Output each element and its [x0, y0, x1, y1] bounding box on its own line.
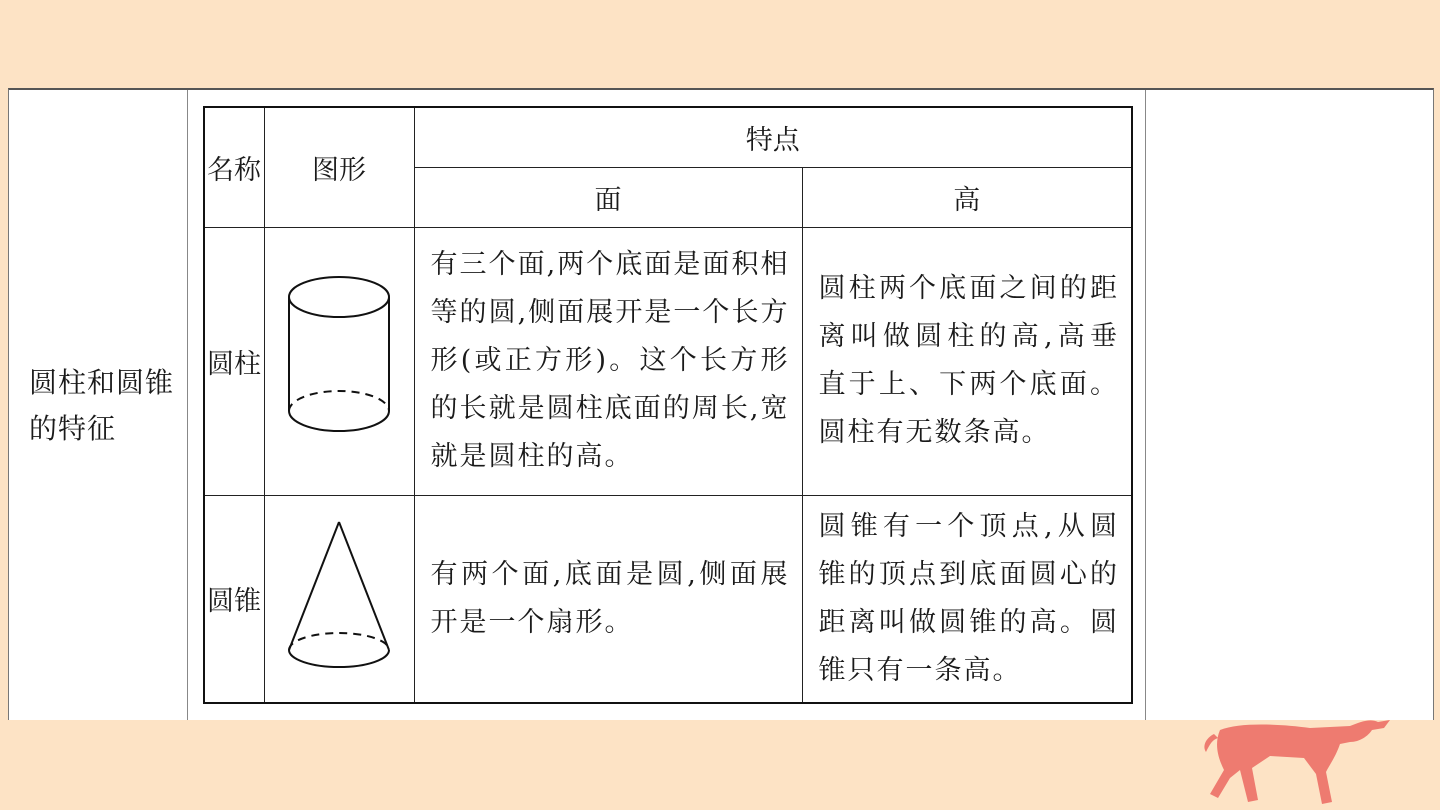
- row-figure: [264, 495, 414, 703]
- content-panel: [8, 88, 1434, 720]
- horse-icon: [1200, 712, 1400, 810]
- top-band: [0, 0, 1440, 88]
- row-height: 圆锥有一个顶点,从圆锥的顶点到底面圆心的距离叫做圆锥的高。圆锥只有一条高。: [802, 495, 1132, 703]
- header-name: 名称: [204, 107, 264, 227]
- header-figure: 图形: [264, 107, 414, 227]
- column-divider: [1145, 90, 1146, 722]
- row-figure: [264, 227, 414, 495]
- row-name: 圆柱: [204, 227, 264, 495]
- section-label: 圆柱和圆锥的特征: [29, 366, 175, 445]
- table-row: [204, 227, 1132, 495]
- header-features: 特点: [414, 107, 1132, 167]
- cone-icon: [284, 510, 394, 680]
- row-face: 有三个面,两个底面是面积相等的圆,侧面展开是一个长方形(或正方形)。这个长方形的长就是圆柱底面的周长,宽就是圆柱的高。: [414, 227, 802, 495]
- row-name: 圆锥: [204, 495, 264, 703]
- header-height: 高: [802, 167, 1132, 227]
- feature-table: [203, 106, 1133, 704]
- table-row: [204, 495, 1132, 703]
- row-height: 圆柱两个底面之间的距离叫做圆柱的高,高垂直于上、下两个底面。圆柱有无数条高。: [802, 227, 1132, 495]
- cylinder-icon: [284, 273, 394, 443]
- header-face: 面: [414, 167, 802, 227]
- row-face: 有两个面,底面是圆,侧面展开是一个扇形。: [414, 495, 802, 703]
